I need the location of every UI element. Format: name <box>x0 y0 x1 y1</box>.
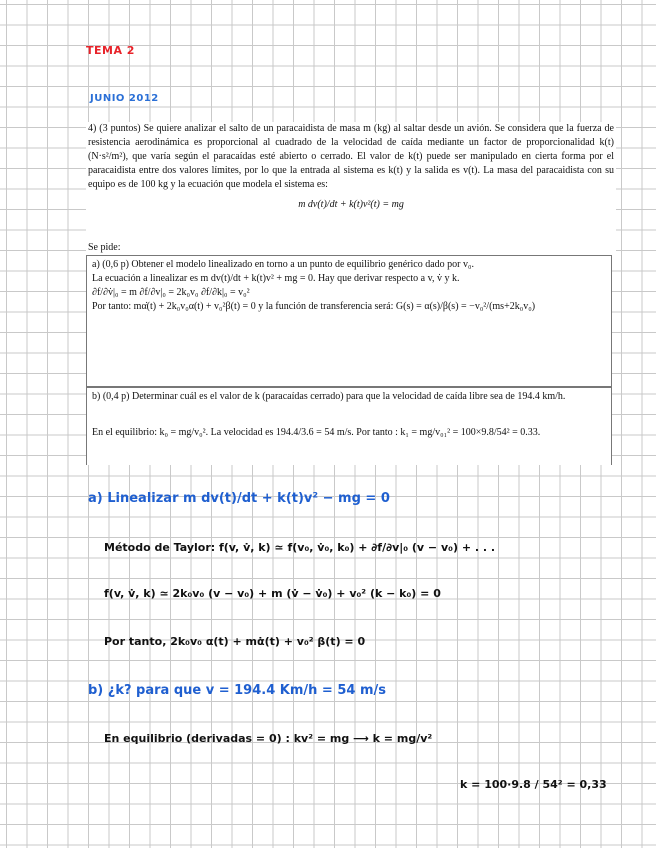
handwritten-k-value: k = 100·9.8 / 54² = 0,33 <box>460 778 607 791</box>
answer-a-line1: La ecuación a linealizar es m dv(t)/dt + k(t)v² + mg = 0. Hay que derivar respecto a v, v̇ y k. <box>92 273 460 284</box>
question-b: b) (0,4 p) Determinar cuál es el valor de k (paracaídas cerrado) para que la velocidad de caída libre sea de 194.4 km/h. <box>92 391 566 402</box>
problem-statement <box>86 122 616 254</box>
handwritten-b-title: b) ¿k? para que v = 194.4 Km/h = 54 m/s <box>88 683 386 698</box>
answer-box-a <box>86 255 612 387</box>
answer-a-line2: ∂f/∂v̇|₀ = m ∂f/∂v|₀ = 2k₀v₀ ∂f/∂k|₀ = v₀² <box>92 287 250 298</box>
exam-date-heading: JUNIO 2012 <box>90 93 159 104</box>
answer-b-line1: En el equilibrio: k₀ = mg/v₀². La velocidad es 194.4/3.6 = 54 m/s. Por tanto : k₁ = mg/v₀₁² = 100×9.8/54² = 0.33. <box>92 427 541 438</box>
problem-text: 4) (3 puntos) Se quiere analizar el salto de un paracaidista de masa m (kg) al saltar desde un avión. Se considera que la fuerza de resistencia aerodinámica es proporcional al cuadrado de la velocidad de caída mediante un factor de proporcionalidad k(t)(N·s²/m²), que varía según el paracaídas esté abierto o cerrado. El valor de k(t) puede ser manipulado en cierta forma por el paracaidista entre dos valores límites, por lo que la entrada al sistema es k(t) y la salida es v(t). La masa del paracaidista con su equipo es de 100 kg y la ecuación que modela el sistema es: <box>88 123 614 190</box>
model-equation: m dv(t)/dt + k(t)v²(t) = mg <box>298 199 404 210</box>
tema-heading: TEMA 2 <box>86 44 135 57</box>
se-pide-label: Se pide: <box>86 241 614 255</box>
answer-box-b <box>86 387 612 465</box>
handwritten-equilibrio: En equilibrio (derivadas = 0) : kv² = mg ⟶ k = mg/v² <box>104 732 433 745</box>
question-a: a) (0,6 p) Obtener el modelo linealizado en torno a un punto de equilibrio genérico dado por v₀. <box>92 259 474 270</box>
answer-a-line3: Por tanto: mα̇(t) + 2k₀v₀α(t) + v₀²β(t) = 0 y la función de transferencia será: G(s) = α(s)/β(s) = −v₀²/(ms+2k₀v₀) <box>92 301 536 312</box>
handwritten-expansion: f(v, v̇, k) ≃ 2k₀v₀ (v − v₀) + m (v̇ − v̇₀) + v₀² (k − k₀) = 0 <box>104 587 441 600</box>
handwritten-taylor: Método de Taylor: f(v, v̇, k) ≃ f(v₀, v̇₀, k₀) + ∂f/∂v|₀ (v − v₀) + . . . <box>104 541 496 554</box>
handwritten-a-title: a) Linealizar m dv(t)/dt + k(t)v² − mg = 0 <box>88 491 390 506</box>
handwritten-result: Por tanto, 2k₀v₀ α(t) + mα̇(t) + v₀² β(t) = 0 <box>104 635 366 648</box>
